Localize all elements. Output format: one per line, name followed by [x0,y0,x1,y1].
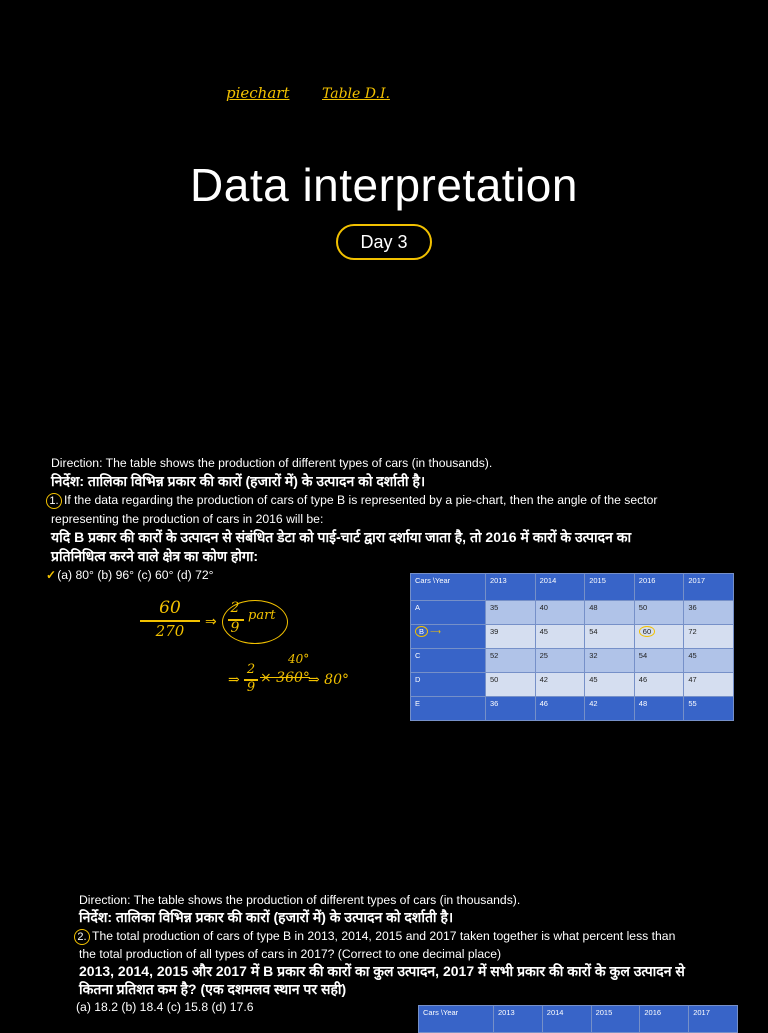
table-cell: 42 [535,673,585,697]
table-row [411,601,734,625]
work-step2-num: 2 [246,662,256,677]
q1-options-text: (a) 80° (b) 96° (c) 60° (d) 72° [57,568,214,582]
work-frac-num: 60 [159,598,181,618]
table-cell: 45 [684,649,734,673]
table1-header-cell: 2013 [486,574,536,601]
q1-options [46,568,214,582]
table-cell: 47 [684,673,734,697]
q1-direction-hi: निर्देश: तालिका विभिन्न प्रकार की कारों (हजारों में) के उत्पादन को दर्शाती है। [51,473,426,489]
q2-options: (a) 18.2 (b) 18.4 (c) 15.8 (d) 17.6 [76,1000,254,1014]
table2-header-cell: 2016 [640,1006,689,1033]
table2-header-cell: Cars \Year [419,1006,494,1033]
cars-table-1 [410,573,734,721]
table-cell: 42 [585,697,635,721]
table-cell: 48 [634,697,684,721]
work-step2-small: 40° [288,652,310,666]
note-table-di: Table D.I. [322,86,390,102]
work-frac-den: 270 [155,622,185,640]
q1-text-hi-2: प्रतिनिधित्व करने वाले क्षेत्र का कोण होगा: [51,548,259,564]
row-label [411,625,486,649]
table-cell: 50 [486,673,536,697]
table-row [411,673,734,697]
table-row [411,625,734,649]
row-label: C [411,649,486,673]
arrow-right-icon: ⟶ [430,627,441,636]
q2-text-hi-2: कितना प्रतिशत कम है? (एक दशमलव स्थान पर सही) [79,981,347,997]
table2-header-cell: 2013 [494,1006,543,1033]
work-step2-prefix: ⇒ [228,672,240,688]
q1-text-hi-1: यदि B प्रकार की कारों के उत्पादन से संबंधित डेटा को पाई-चार्ट द्वारा दर्शाया जाता है, तो 2016 में कारों के उत्पादन का [51,529,632,545]
row-label: A [411,601,486,625]
table-row [411,697,734,721]
table-cell [634,625,684,649]
table1-header-cell: 2017 [684,574,734,601]
implies-arrow-icon: ⇒ [205,614,217,630]
table-cell: 48 [585,601,635,625]
row-label-circled: B [415,626,428,637]
check-mark-icon: ✓ [46,568,57,582]
table-cell: 54 [634,649,684,673]
table-cell: 39 [486,625,536,649]
table-cell: 45 [535,625,585,649]
table1-header-cell: 2015 [585,574,635,601]
q2-text-en-1: The total production of cars of type B in 2013, 2014, 2015 and 2017 taken together is what percent less than [92,929,676,943]
q1-direction-en: Direction: The table shows the production of different types of cars (in thousands). [51,456,493,470]
table-cell: 55 [684,697,734,721]
circled-value: 60 [639,626,655,637]
row-label: D [411,673,486,697]
q2-question-line1 [74,929,675,945]
table-cell: 25 [535,649,585,673]
table-cell: 35 [486,601,536,625]
page-title: Data interpretation [190,159,578,211]
q1-question-line1 [46,493,658,509]
cars-table-2 [418,1005,738,1033]
table-cell: 50 [634,601,684,625]
table-cell: 46 [634,673,684,697]
q2-number: 2. [74,929,90,945]
work-part-num: 2 [230,600,240,616]
q1-number: 1. [46,493,62,509]
table1-header-cell: 2016 [634,574,684,601]
work-step2-den: 9 [246,680,256,695]
table2-header-cell: 2014 [542,1006,591,1033]
q2-direction-hi: निर्देश: तालिका विभिन्न प्रकार की कारों (हजारों में) के उत्पादन को दर्शाती है। [79,909,454,925]
work-part-den: 9 [230,620,240,636]
table2-header-cell: 2017 [689,1006,738,1033]
table-cell: 46 [535,697,585,721]
table2-header-cell: 2015 [591,1006,640,1033]
q1-text-en-1: If the data regarding the production of cars of type B is represented by a pie-chart, then the angle of the sector [64,493,658,507]
table-cell: 54 [585,625,635,649]
row-label: E [411,697,486,721]
q2-text-en-2: the total production of all types of cars in 2017? (Correct to one decimal place) [79,947,502,961]
table-row [411,649,734,673]
q2-text-hi-1: 2013, 2014, 2015 और 2017 में B प्रकार की कारों का कुल उत्पादन, 2017 में सभी प्रकार की कारों के कुल उत्पादन से [79,963,685,979]
table-cell: 36 [684,601,734,625]
table-cell: 72 [684,625,734,649]
table-cell: 52 [486,649,536,673]
table-cell: 32 [585,649,635,673]
table1-header-cell: Cars \Year [411,574,486,601]
q1-text-en-2: representing the production of cars in 2016 will be: [51,512,324,526]
work-step2-result: ⇒ 80° [308,672,349,688]
q2-direction-en: Direction: The table shows the production of different types of cars (in thousands). [79,893,521,907]
work-part-word: part [248,608,276,623]
table-cell: 45 [585,673,635,697]
work-step2-mult: × 360° [260,670,310,686]
table1-header-cell: 2014 [535,574,585,601]
table-cell: 40 [535,601,585,625]
table-cell: 36 [486,697,536,721]
note-pie-chart: piechart [226,84,290,102]
day-badge: Day 3 [336,224,432,260]
